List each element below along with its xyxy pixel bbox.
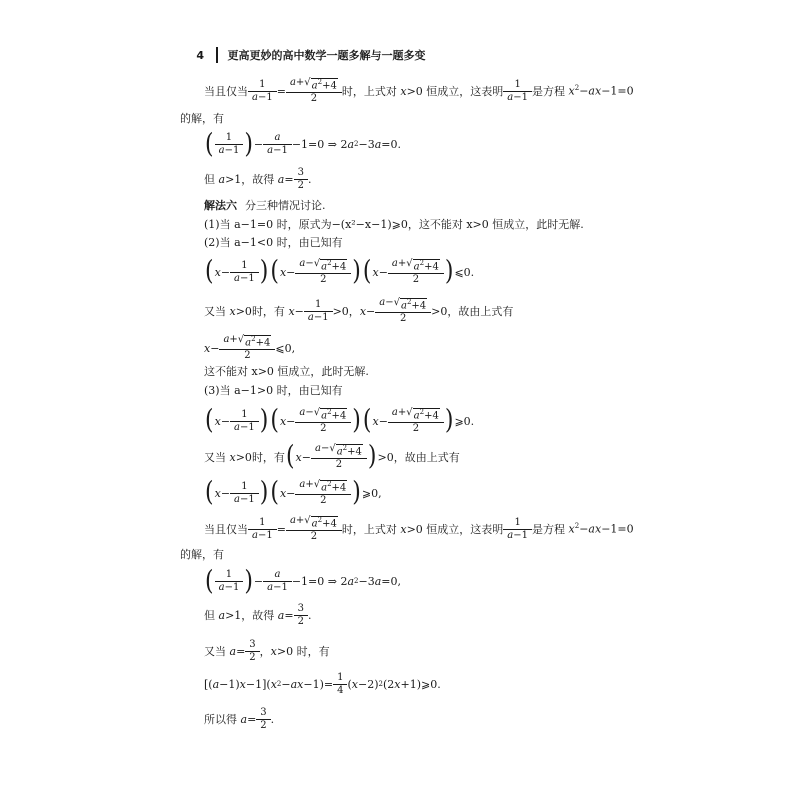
- case-3-text: (3)当 a−1>0 时，由已知有: [204, 384, 343, 397]
- text-run: 又当: [204, 645, 226, 658]
- method-label: 解法六: [204, 199, 237, 212]
- text-line: [204, 219, 584, 230]
- equation-line: ( x − $\frac{1}{a-1}$ ) ( x − a−√ $a^2+4$ 2 ) ( x − a+√ $a^2+4$ 2 ) ⩾0.: [205, 404, 475, 437]
- text-run: 这不能对 x>0 恒成立，此时无解.: [204, 365, 369, 378]
- equation-line: ( $\frac{1}{a-1}$ ) − $\frac{a}{a-1}$ −1=0 ⇒ 2 a 2 −3 a =0.: [205, 128, 402, 160]
- text-run: 恒成立，这表明: [426, 84, 504, 98]
- case-1-text: (1)当 a−1=0 时，原式为−(x²−x−1)⩾0，这不能对 x>0 恒成立，此时无解.: [204, 218, 584, 231]
- text-run: 是方程: [532, 84, 566, 98]
- book-title: 更高更妙的高中数学一题多解与一题多变: [227, 49, 426, 62]
- case-2-text: (2)当 a−1<0 时，由已知有: [204, 236, 343, 249]
- text-run: 时，有: [251, 450, 285, 464]
- equation-line: 所以得 a = $\frac{3}{2}$ .: [204, 707, 275, 731]
- text-run: 的解，有: [180, 548, 224, 561]
- text-run: 但: [204, 173, 215, 186]
- text-line: [204, 385, 343, 396]
- equation-line: 又当 x >0 时，有 ( x − a−√ $a^2+4$ 2 ) >0 ，故由上式有: [204, 440, 460, 473]
- text-run: 当且仅当: [204, 522, 248, 536]
- fraction: $\frac{1}{a-1}$: [505, 80, 530, 103]
- text-run: 当且仅当: [204, 84, 248, 98]
- text-run: 是方程: [532, 522, 566, 536]
- text-run: 时，上式对: [341, 522, 397, 536]
- equation-line: x − a+√ $a^2+4$ 2 ⩽0,: [204, 334, 296, 362]
- text-run: 分三种情况讨论.: [245, 199, 326, 212]
- equation-line: 又当 x >0 时，有 x − $\frac{1}{a-1}$ >0， x − a−√ $a^2+4$ 2 >0 ，故由上式有: [204, 297, 514, 325]
- text-run: ，故得: [241, 609, 275, 622]
- text-run: 又当: [204, 304, 226, 318]
- method-heading: [204, 200, 326, 211]
- equation-line: 又当 a = $\frac{3}{2}$ ， x >0 时，有: [204, 639, 330, 663]
- running-header: [186, 46, 426, 64]
- text-line: [180, 113, 224, 124]
- text-run: 时，上式对: [341, 84, 397, 98]
- text-run: ，故由上式有: [393, 450, 460, 464]
- equation-line: ( x − $\frac{1}{a-1}$ ) ( x − a+√ $a^2+4$ 2 ) ⩾0,: [205, 476, 382, 509]
- page-number: 4: [196, 48, 204, 62]
- equation-line: 但 a >1 ，故得 a = $\frac{3}{2}$ .: [204, 167, 312, 191]
- text-run: 所以得: [204, 713, 237, 726]
- text-run: 恒成立，这表明: [426, 522, 504, 536]
- text-line: [204, 237, 343, 248]
- text-run: 又当: [204, 450, 226, 464]
- text-line: [180, 549, 224, 560]
- equation-line: 但 a >1 ，故得 a = $\frac{3}{2}$ .: [204, 603, 312, 627]
- equation-line: 当且仅当 $\frac{1}{a-1}$ = a+√ $a^2+4$ 2 时，上式对 x>0 恒成立，这表明 $\frac{1}{a-1}$ 是方程 $x^2-ax-1=0$: [204, 515, 634, 543]
- equation-line: [( a −1) x −1]( x 2 − ax −1)= $\frac{1}{4}$ ( x −2) 2 (2 x +1)⩾0.: [204, 672, 441, 696]
- text-run: 的解，有: [180, 112, 224, 125]
- text-run: ，故由上式有: [447, 304, 514, 318]
- header-divider: [216, 47, 218, 63]
- text-run: ，故得: [241, 173, 275, 186]
- equation-line: ( x − $\frac{1}{a-1}$ ) ( x − a−√ $a^2+4$ 2 ) ( x − a+√ $a^2+4$ 2 ) ⩽0.: [205, 255, 475, 288]
- text-run: 但: [204, 609, 215, 622]
- fraction: a+√ $a^2+4$ 2: [288, 78, 340, 104]
- text-line: [204, 366, 369, 377]
- text-run: 时，有: [251, 304, 285, 318]
- equation-line: ( $\frac{1}{a-1}$ ) − $\frac{a}{a-1}$ −1=0 ⇒ 2 a 2 −3 a =0,: [205, 565, 402, 597]
- equation-line: 当且仅当 $\frac{1}{a-1}$ = a+√ $a^2+4$ 2 时，上式对 x>0 恒成立，这表明 $\frac{1}{a-1}$ 是方程 $x^2-ax-1=0$: [204, 77, 634, 105]
- fraction: $\frac{1}{a-1}$: [250, 80, 275, 103]
